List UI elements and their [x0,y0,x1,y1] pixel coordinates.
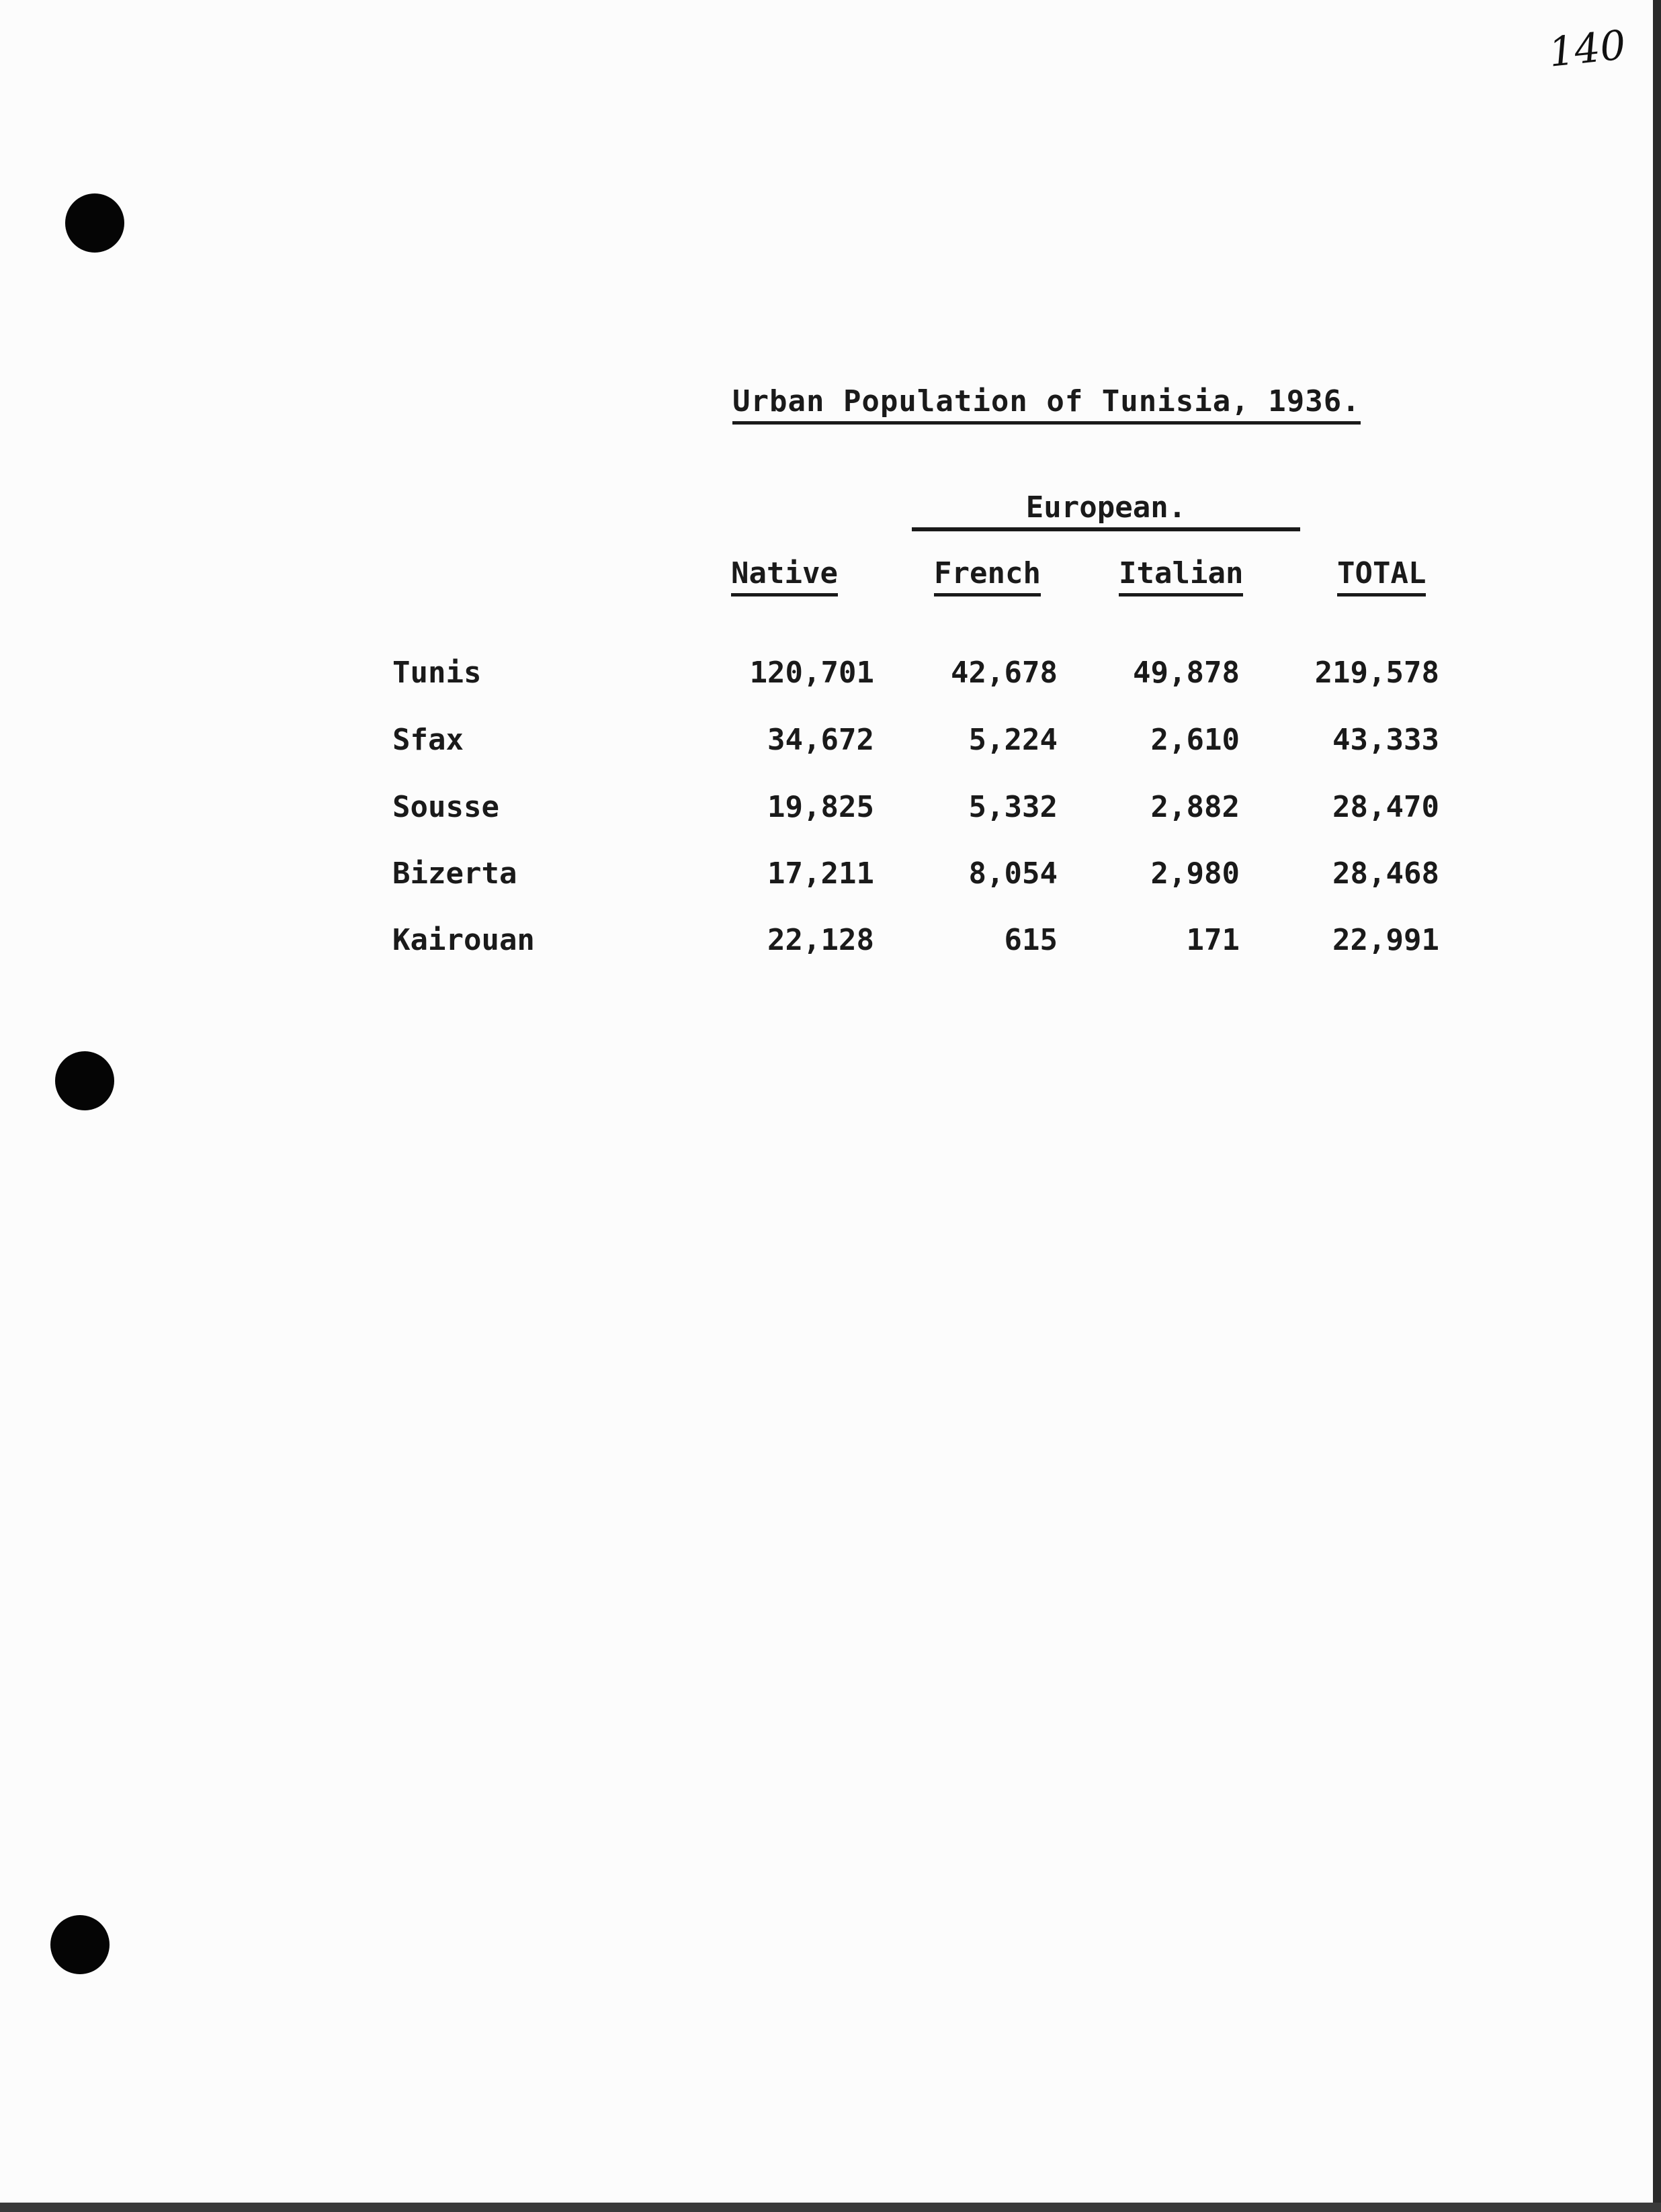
french-value: 8,054 [968,856,1058,891]
native-value: 120,701 [749,656,874,690]
column-header-french: French [934,556,1041,596]
punch-hole-top [65,193,124,253]
page-edge-right [1653,0,1661,2212]
punch-hole-middle [55,1051,114,1110]
french-value: 615 [1004,923,1058,957]
total-value: 28,468 [1332,856,1439,891]
table-row [0,723,1661,770]
italian-value: 2,610 [1150,723,1240,757]
city-name: Bizerta [392,856,517,891]
french-value: 5,332 [968,790,1058,824]
french-value: 42,678 [951,656,1058,690]
table-row [0,856,1661,903]
city-name: Kairouan [392,923,535,957]
italian-value: 171 [1186,923,1240,957]
punch-hole-bottom [50,1915,110,1974]
page-title: Urban Population of Tunisia, 1936. [732,384,1361,425]
native-value: 19,825 [767,790,874,824]
french-value: 5,224 [968,723,1058,757]
city-name: Sousse [392,790,499,824]
native-value: 34,672 [767,723,874,757]
italian-value: 2,980 [1150,856,1240,891]
total-value: 219,578 [1314,656,1439,690]
table-row [0,923,1661,970]
table-row [0,790,1661,837]
column-header-total: TOTAL [1337,556,1426,596]
city-name: Tunis [392,656,482,690]
column-header-italian: Italian [1119,556,1243,596]
total-value: 28,470 [1332,790,1439,824]
page-number: 140 [1546,21,1628,77]
italian-value: 2,882 [1150,790,1240,824]
table-row [0,656,1661,703]
page-edge-bottom [0,2203,1661,2212]
european-group-header: European. [912,490,1300,531]
native-value: 22,128 [767,923,874,957]
total-value: 22,991 [1332,923,1439,957]
total-value: 43,333 [1332,723,1439,757]
column-header-native: Native [731,556,838,596]
city-name: Sfax [392,723,464,757]
italian-value: 49,878 [1133,656,1240,690]
native-value: 17,211 [767,856,874,891]
